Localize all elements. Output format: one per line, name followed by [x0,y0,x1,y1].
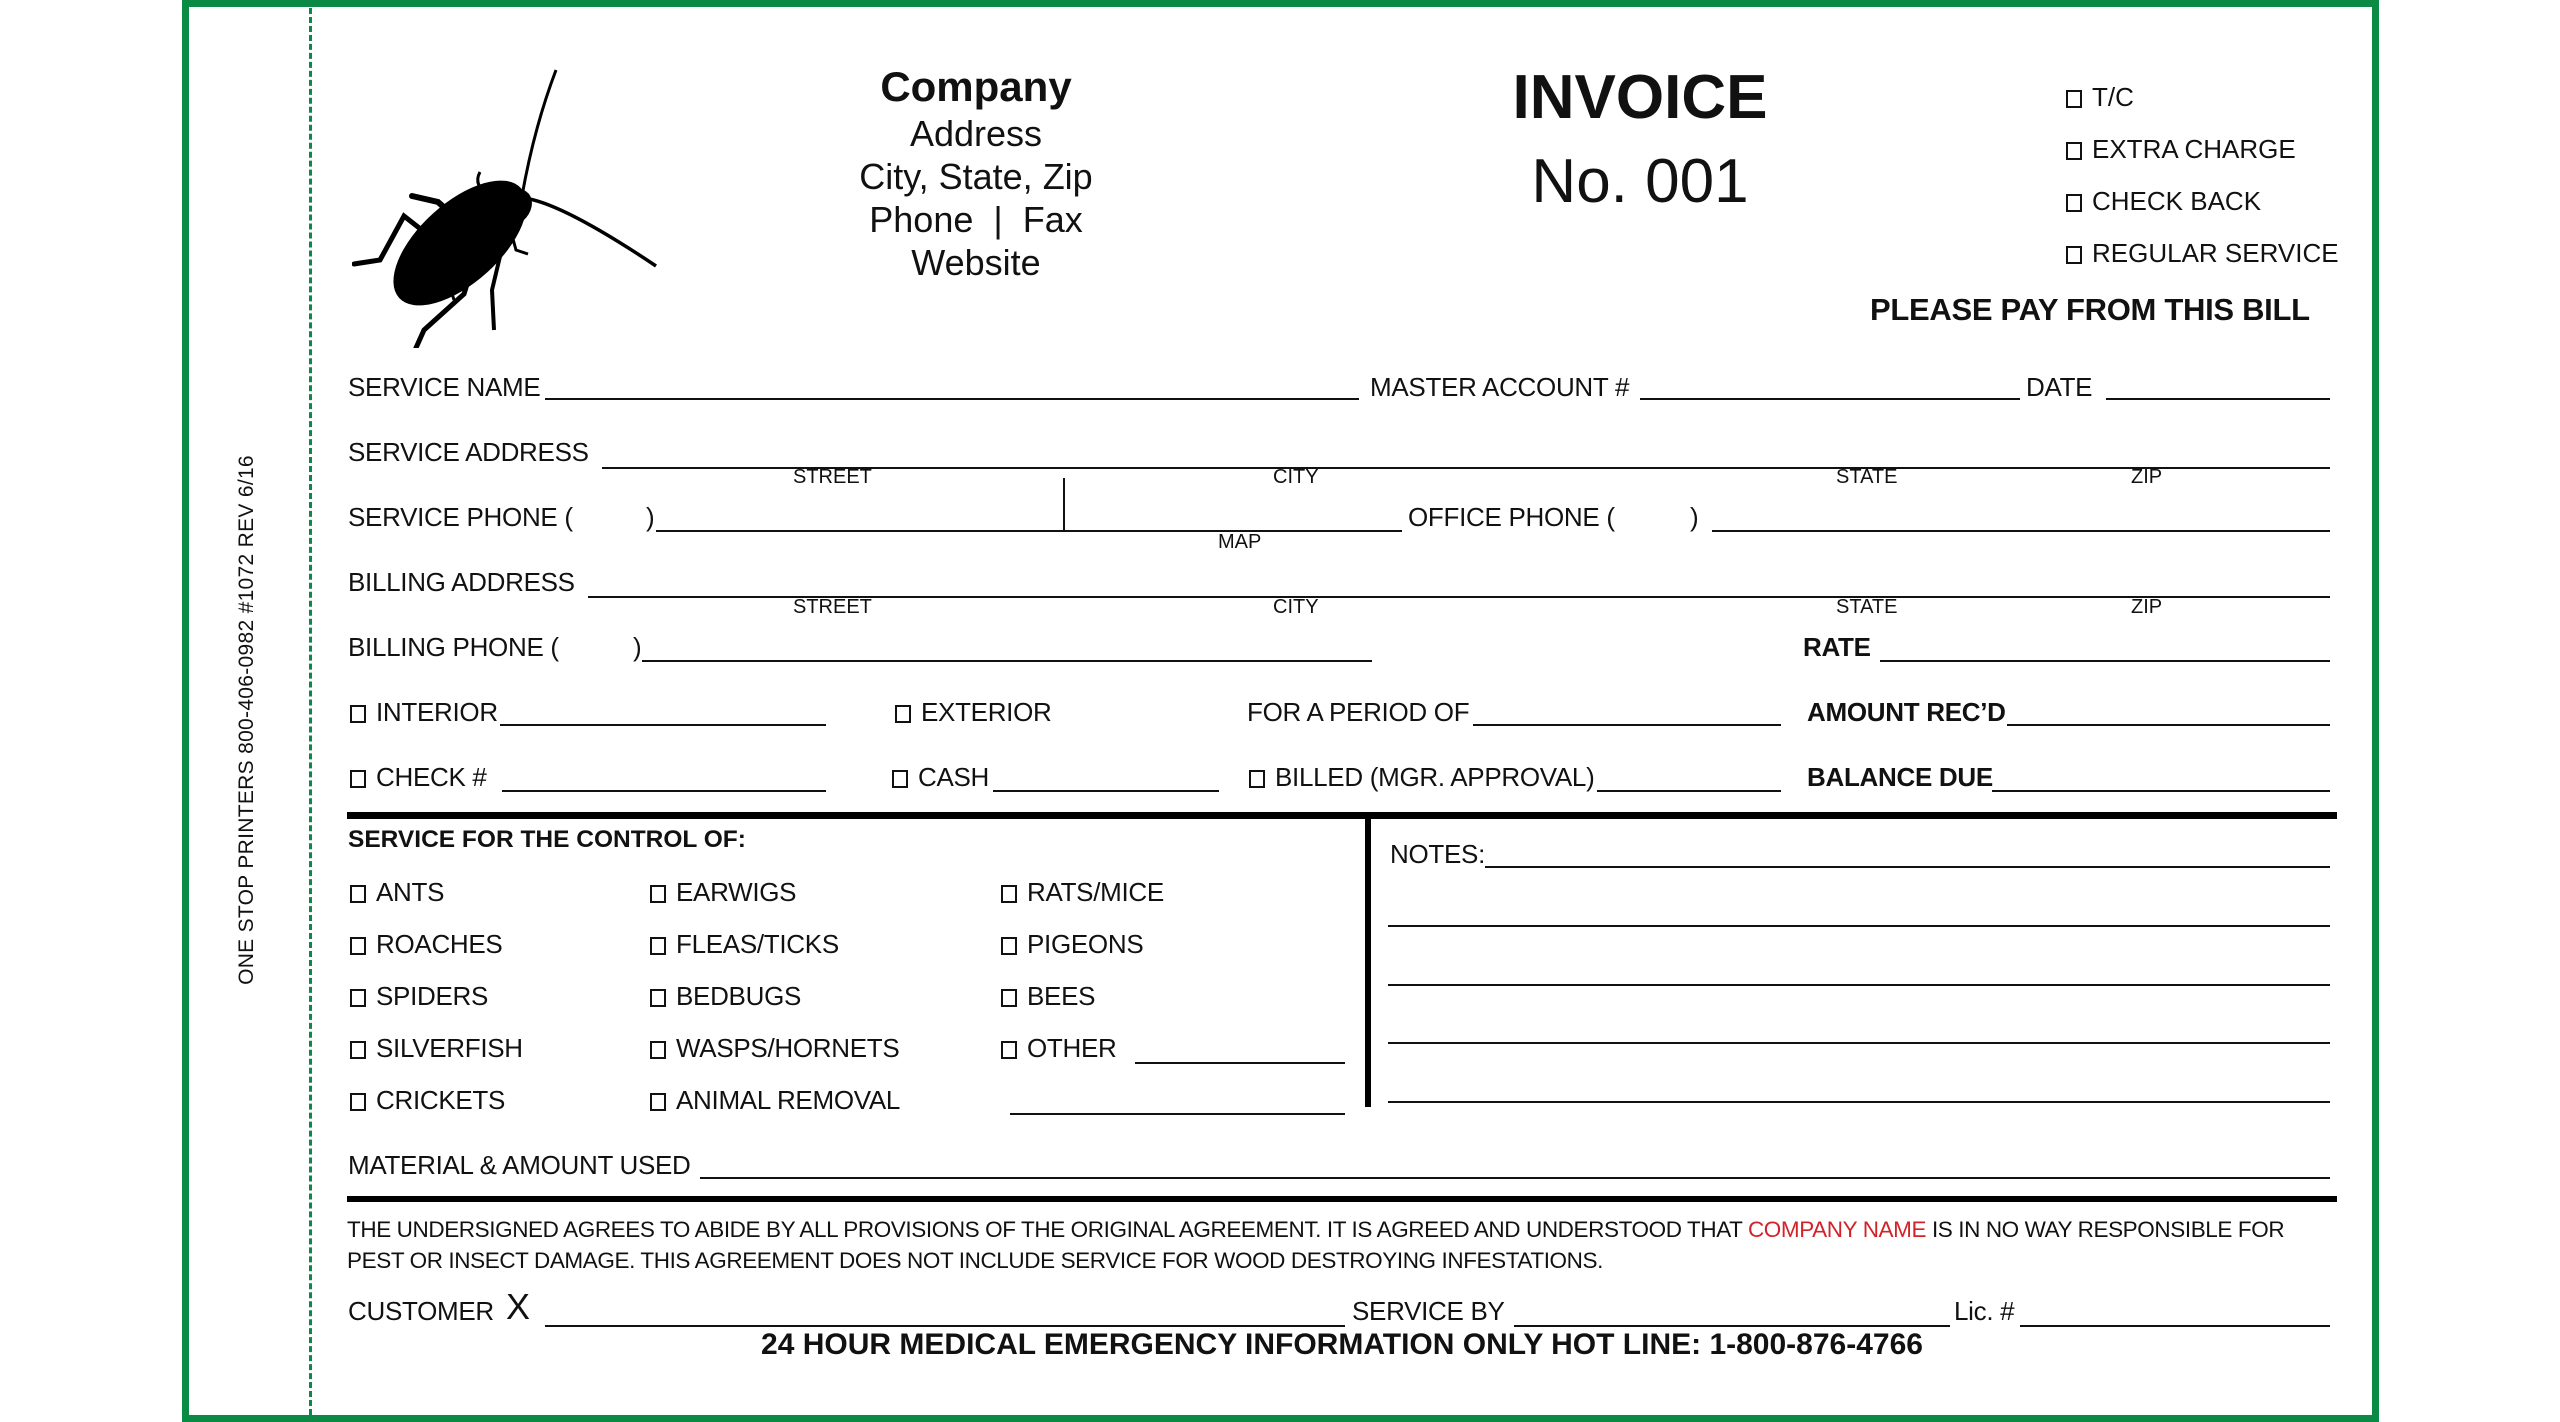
checkbox-icon[interactable] [650,989,666,1007]
interior-option[interactable] [350,697,498,728]
period-field[interactable] [1473,724,1781,726]
service-phone-close-paren: ) [646,502,655,532]
pest-label: FLEAS/TICKS [676,929,839,959]
material-field[interactable] [700,1177,2330,1179]
pest-label: SPIDERS [376,981,489,1011]
service-by-label: SERVICE BY [1352,1296,1505,1326]
billing-phone-label: BILLING PHONE ( [348,632,559,662]
disclaimer-part: IS IN NO WAY RESPONSIBLE FOR PEST OR INSECT DAMAGE. THIS AGREEMENT DOES NOT INCLUDE SERVICE FOR WOOD DESTROYING INFESTATIONS. [347,1217,2285,1273]
option-regular-service[interactable] [2066,238,2339,269]
option-label: T/C [2092,82,2134,112]
service-by-field[interactable] [1514,1325,1950,1327]
notes-label: NOTES: [1390,839,1485,869]
date-field[interactable] [2106,398,2330,400]
pest-roaches[interactable] [350,929,502,960]
office-phone-close-paren: ) [1690,502,1699,532]
city-caption: CITY [1273,596,1319,618]
pest-crickets[interactable] [350,1085,505,1116]
service-name-label: SERVICE NAME [348,372,541,402]
notes-line[interactable] [1485,866,2330,868]
company-city-state-zip: City, State, Zip [859,156,1093,197]
company-address: Address [909,113,1043,154]
master-account-label: MASTER ACCOUNT # [1370,372,1630,402]
option-check-back[interactable] [2066,186,2261,217]
pest-earwigs[interactable] [650,877,796,908]
option-extra-charge[interactable] [2066,134,2296,165]
pay-notice: PLEASE PAY FROM THIS BILL [1870,292,2310,327]
notes-line[interactable] [1388,1101,2330,1103]
check-number-field[interactable] [502,790,826,792]
company-name: Company [880,63,1072,110]
cash-label: CASH [918,762,990,792]
checkbox-icon[interactable] [350,1093,366,1111]
office-phone-field[interactable] [1712,530,2330,532]
pest-label: RATS/MICE [1027,877,1164,907]
pest-bedbugs[interactable] [650,981,801,1012]
license-label: Lic. # [1954,1296,2015,1326]
checkbox-icon[interactable] [2066,90,2082,108]
checkbox-icon[interactable] [1001,885,1017,903]
license-field[interactable] [2020,1325,2330,1327]
checkbox-icon[interactable] [650,1041,666,1059]
pest-silverfish[interactable] [350,1033,523,1064]
company-name-highlight: COMPANY NAME [1747,1217,1927,1242]
company-website: Website [911,242,1041,283]
checkbox-icon[interactable] [2066,246,2082,264]
notes-divider [1365,815,1371,1107]
checkbox-icon[interactable] [350,770,366,788]
pest-label: ANIMAL REMOVAL [676,1085,901,1115]
signature-x-mark: X [506,1286,531,1327]
pest-ants[interactable] [350,877,444,908]
pest-label: PIGEONS [1027,929,1144,959]
checkbox-icon[interactable] [1001,989,1017,1007]
pest-other[interactable] [1001,1033,1117,1064]
option-tc[interactable] [2066,82,2134,113]
date-label: DATE [2026,372,2093,402]
checkbox-icon[interactable] [2066,194,2082,212]
checkbox-icon[interactable] [350,705,366,723]
option-label: REGULAR SERVICE [2092,238,2339,268]
exterior-option[interactable] [895,697,1052,728]
material-label: MATERIAL & AMOUNT USED [348,1150,691,1180]
balance-due-label: BALANCE DUE [1807,762,1993,792]
city-caption: CITY [1273,466,1319,488]
checkbox-icon[interactable] [650,937,666,955]
zip-caption: ZIP [2131,596,2163,618]
hotline-text: 24 HOUR MEDICAL EMERGENCY INFORMATION ONLY HOT LINE: 1-800-876-4766 [761,1328,1923,1361]
cash-option[interactable] [892,762,989,793]
checkbox-icon[interactable] [350,1041,366,1059]
pest-label: SILVERFISH [376,1033,523,1063]
billing-phone-field[interactable] [642,660,1372,662]
checkbox-icon[interactable] [1249,770,1265,788]
service-name-field[interactable] [545,398,1359,400]
company-info [826,62,1126,284]
checkbox-icon[interactable] [2066,142,2082,160]
pest-label: OTHER [1027,1033,1117,1063]
rate-field[interactable] [1880,660,2330,662]
pest-label: BEES [1027,981,1096,1011]
notes-line[interactable] [1388,984,2330,986]
billed-label: BILLED (MGR. APPROVAL) [1275,762,1595,792]
pest-label: BEDBUGS [676,981,802,1011]
master-account-field[interactable] [1640,398,2020,400]
pest-label: WASPS/HORNETS [676,1033,900,1063]
billed-option[interactable] [1249,762,1594,793]
notes-line[interactable] [1388,1042,2330,1044]
service-address-label: SERVICE ADDRESS [348,437,589,467]
checkbox-icon[interactable] [650,1093,666,1111]
billing-address-label: BILLING ADDRESS [348,567,575,597]
pest-spiders[interactable] [350,981,488,1012]
service-phone-field[interactable] [656,530,1402,532]
map-caption: MAP [1218,531,1262,553]
section-divider [347,812,2337,819]
cash-field[interactable] [993,790,1219,792]
street-caption: STREET [793,466,872,488]
amount-recd-field[interactable] [2007,724,2330,726]
state-caption: STATE [1836,466,1898,488]
perforation-line [309,8,312,1415]
customer-signature-field[interactable] [545,1325,1345,1327]
checkbox-icon[interactable] [1001,1041,1017,1059]
invoice-number: No. 001 [1531,147,1749,216]
office-phone-label: OFFICE PHONE ( [1408,502,1615,532]
checkbox-icon[interactable] [650,885,666,903]
checkbox-icon[interactable] [895,705,911,723]
pest-bees[interactable] [1001,981,1095,1012]
pest-wasps-hornets[interactable] [650,1033,899,1064]
checkbox-icon[interactable] [892,770,908,788]
checkbox-icon[interactable] [350,885,366,903]
pest-fleas-ticks[interactable] [650,929,839,960]
pest-label: EARWIGS [676,877,797,907]
interior-label: INTERIOR [376,697,498,727]
exterior-label: EXTERIOR [921,697,1052,727]
pest-label: ROACHES [376,929,503,959]
checkbox-icon[interactable] [350,989,366,1007]
balance-due-field[interactable] [1992,790,2330,792]
notes-line[interactable] [1388,925,2330,927]
state-caption: STATE [1836,596,1898,618]
zip-caption: ZIP [2131,466,2163,488]
pest-animal-removal[interactable] [650,1085,900,1116]
billing-phone-close-paren: ) [633,632,642,662]
cockroach-icon [352,68,662,348]
billed-field[interactable] [1597,790,1781,792]
street-caption: STREET [793,596,872,618]
pest-label: ANTS [376,877,445,907]
check-option[interactable] [350,762,487,793]
disclaimer-part: THE UNDERSIGNED AGREES TO ABIDE BY ALL PROVISIONS OF THE ORIGINAL AGREEMENT. IT IS AGREED AND UNDERSTOOD THAT [347,1217,1748,1242]
service-phone-label: SERVICE PHONE ( [348,502,573,532]
rate-label: RATE [1803,632,1871,662]
other-pest-field-2[interactable] [1010,1113,1345,1115]
section-divider [347,1196,2337,1202]
amount-recd-label: AMOUNT REC’D [1807,697,2006,727]
option-label: EXTRA CHARGE [2092,134,2296,164]
other-pest-field[interactable] [1135,1062,1345,1064]
checkbox-icon[interactable] [1001,937,1017,955]
pest-pigeons[interactable] [1001,929,1143,960]
pest-label: CRICKETS [376,1085,506,1115]
customer-label: CUSTOMER [348,1296,494,1326]
pest-rats-mice[interactable] [1001,877,1164,908]
check-label: CHECK # [376,762,487,792]
invoice-title: INVOICE [1512,63,1768,132]
printer-imprint: ONE STOP PRINTERS 800-406-0982 #1072 REV 6/16 [235,455,258,985]
option-label: CHECK BACK [2092,186,2262,216]
period-label: FOR A PERIOD OF [1247,697,1470,727]
company-phone-fax: Phone | Fax [869,199,1083,240]
interior-field[interactable] [500,724,826,726]
map-divider [1063,478,1065,530]
checkbox-icon[interactable] [350,937,366,955]
control-heading: SERVICE FOR THE CONTROL OF: [348,826,746,853]
disclaimer-text [347,1214,2337,1276]
